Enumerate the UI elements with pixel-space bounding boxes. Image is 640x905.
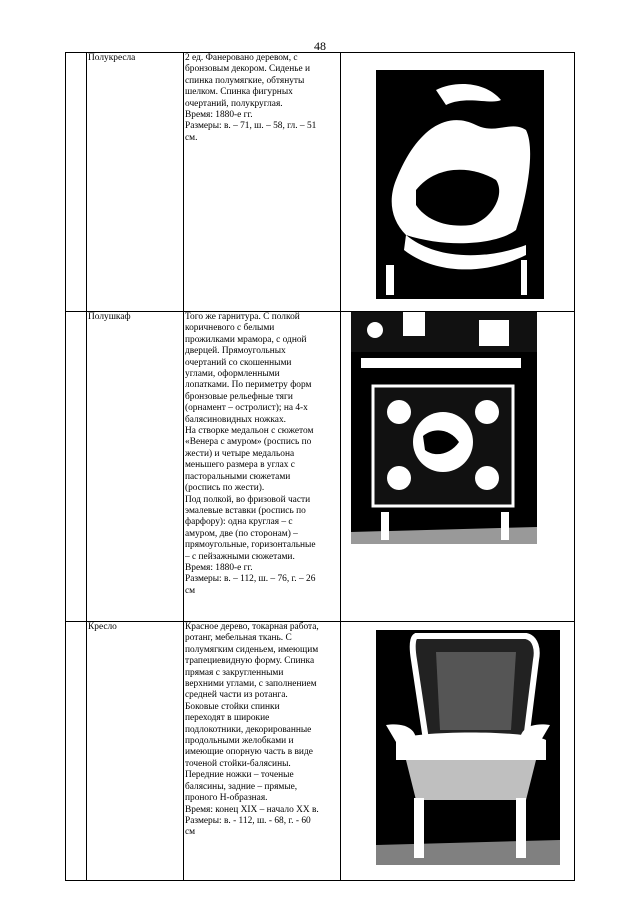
description-line: жести) и четыре медальона: [185, 448, 295, 459]
description-line: переходят в широкие: [185, 713, 270, 724]
table-row: [66, 622, 575, 881]
item-name: Полукресла: [87, 53, 184, 312]
description-line: балясиновидных ножках.: [185, 414, 287, 425]
description-line: Красное дерево, токарная работа,: [185, 622, 319, 632]
description-line: Передние ножки – точеные: [185, 770, 294, 781]
description-line: бронзовые рельефные тяги: [185, 391, 293, 402]
item-name: Кресло: [87, 622, 184, 881]
number-cell: [66, 622, 87, 881]
description-line: Размеры: в. - 112, ш. - 68, г. - 60: [185, 815, 311, 826]
description-line: трапециевидную форму. Спинка: [185, 656, 315, 667]
item-description: [184, 53, 341, 312]
description-line: спинка полумягкие, обтянуты: [185, 75, 305, 86]
description-line: На створке медальон с сюжетом: [185, 426, 314, 437]
item-description: [184, 312, 341, 622]
description-line: Под полкой, во фризовой части: [185, 494, 311, 505]
description-line: прямая с закругленными: [185, 667, 284, 678]
description-line: подлокотники, декорированные: [185, 724, 312, 735]
description-line: меньшего размера в углах с: [185, 460, 295, 471]
description-line: Время: конец XIX – начало XX в.: [185, 804, 319, 815]
description-line: – с пейзажными сюжетами.: [185, 551, 295, 562]
item-description: [184, 622, 341, 881]
description-line: см: [185, 585, 196, 596]
description-line: ротанг, мебельная ткань. С: [185, 633, 292, 644]
description-line: бронзовым декором. Сиденье и: [185, 64, 311, 75]
description-line: Размеры: в. – 112, ш. – 76, г. – 26: [185, 574, 316, 585]
description-line: Время: 1880-е гг.: [185, 562, 253, 573]
photo-cell: [341, 53, 575, 312]
description-line: (роспись по жести).: [185, 483, 265, 494]
description-line: см: [185, 827, 196, 838]
description-line: точеной стойки-балясины.: [185, 758, 291, 769]
photo-cell: [341, 622, 575, 881]
description-line: Боковые стойки спинки: [185, 701, 280, 712]
cabinet-photo: [351, 312, 537, 544]
description-line: коричневого с белыми: [185, 323, 275, 334]
table-row: [66, 53, 575, 312]
description-line: очертаний со скошенными: [185, 357, 292, 368]
description-line: балясины, задние – прямые,: [185, 781, 298, 792]
photo-cell: [341, 312, 575, 622]
number-cell: [66, 53, 87, 312]
item-name: Полушкаф: [87, 312, 184, 622]
description-line: дверцей. Прямоугольных: [185, 346, 286, 357]
table-row: [66, 312, 575, 622]
description-line: средней части из ротанга.: [185, 690, 288, 701]
description-line: углами, оформленными: [185, 369, 280, 380]
description-line: пасторальными сюжетами: [185, 471, 291, 482]
description-line: прожилками мрамора, с одной: [185, 334, 307, 345]
description-line: амуром, две (по сторонам) –: [185, 528, 298, 539]
description-line: эмалевые вставки (роспись по: [185, 505, 306, 516]
description-line: см.: [185, 132, 198, 143]
chair-photo: [376, 630, 560, 865]
description-line: очертаний, полукруглая.: [185, 98, 283, 109]
description-line: продольными желобками и: [185, 736, 294, 747]
page-number: 48: [314, 39, 326, 53]
description-line: Размеры: в. – 71, ш. – 58, гл. – 51: [185, 121, 317, 132]
description-line: 2 ед. Фанеровано деревом, с: [185, 53, 298, 63]
description-line: имеющие опорную часть в виде: [185, 747, 313, 758]
inventory-table: [65, 52, 575, 881]
description-line: прямоугольные, горизонтальные: [185, 540, 316, 551]
description-line: шелком. Спинка фигурных: [185, 87, 293, 98]
description-line: Того же гарнитура. С полкой: [185, 312, 300, 322]
description-line: полумягким сиденьем, имеющим: [185, 644, 319, 655]
description-line: фарфору): одна круглая – с: [185, 517, 293, 528]
description-line: верхними углами, с заполнением: [185, 679, 317, 690]
number-cell: [66, 312, 87, 622]
description-line: «Венера с амуром» (роспись по: [185, 437, 312, 448]
armchair-photo: [376, 70, 544, 299]
description-line: лопатками. По периметру форм: [185, 380, 312, 391]
description-line: (орнамент – остролист); на 4-х: [185, 403, 308, 414]
description-line: Время: 1880-е гг.: [185, 110, 253, 121]
description-line: проного Н-образная.: [185, 793, 268, 804]
